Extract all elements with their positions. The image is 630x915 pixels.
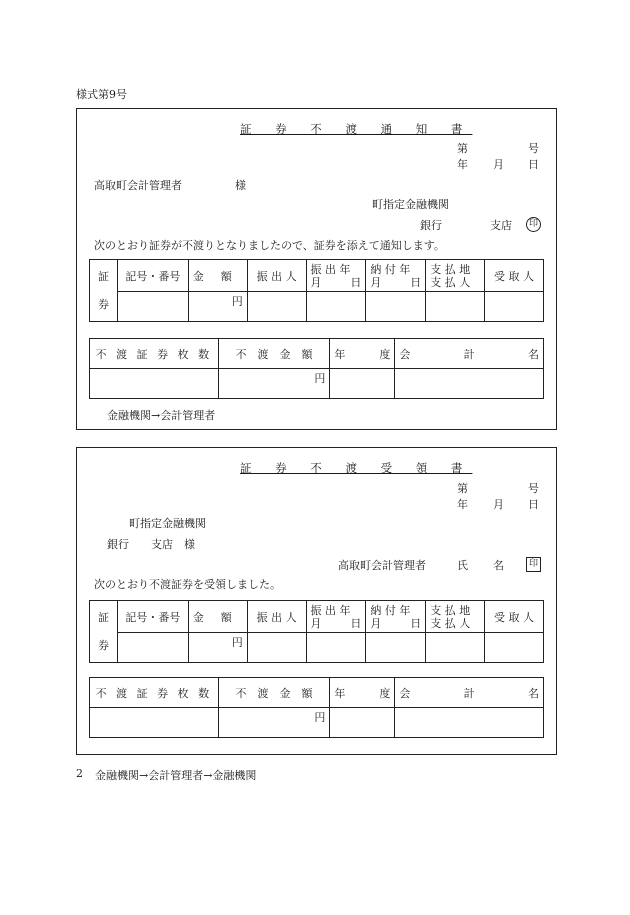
notice-col-nendo-1: 年 bbox=[334, 347, 346, 361]
notice-cell-shiharai bbox=[426, 292, 485, 322]
notice-number-go: 号 bbox=[528, 142, 539, 155]
receipt-col-maisu: 不 渡 証 券 枚 数 bbox=[90, 678, 219, 708]
notice-col-kaikei bbox=[395, 339, 544, 369]
receipt-col-fuwatari-kingaku: 不 渡 金 額 bbox=[218, 678, 330, 708]
receipt-col-furidashinin: 振 出 人 bbox=[247, 601, 306, 633]
notice-seal: 印 bbox=[526, 217, 541, 232]
receipt-cell-kigo bbox=[117, 633, 188, 663]
footer-number: 2 bbox=[76, 767, 83, 780]
receipt-cell-kingaku-yen: 円 bbox=[218, 708, 330, 738]
receipt-name-mei: 名 bbox=[493, 559, 504, 572]
notice-cell-uketorinin bbox=[485, 292, 544, 322]
notice-recipient-honorific: 様 bbox=[235, 179, 246, 192]
receipt-col-nendo-2: 度 bbox=[379, 686, 391, 700]
notice-col-nofu-top: 納 付 年 bbox=[370, 262, 411, 276]
notice-col-furidashi bbox=[306, 260, 366, 292]
receipt-col-furidashi bbox=[306, 601, 366, 633]
notice-col-fuwatari-kingaku: 不 渡 金 額 bbox=[218, 339, 330, 369]
receipt-cell-kaikei bbox=[395, 708, 544, 738]
receipt-col-shiharai-top: 支 払 地 bbox=[430, 603, 471, 617]
notice-sender: 町指定金融機関 bbox=[372, 198, 449, 211]
notice-cell-nofu bbox=[366, 292, 426, 322]
receipt-col-nofu bbox=[366, 601, 426, 633]
receipt-sender: 高取町会計管理者 bbox=[338, 559, 426, 572]
notice-cell-furidashinin bbox=[247, 292, 306, 322]
notice-col-furidashi-tsuki: 月 bbox=[310, 275, 322, 289]
receipt-number-dai: 第 bbox=[457, 482, 468, 495]
receipt-date-hi: 日 bbox=[528, 498, 539, 511]
notice-securities-table bbox=[89, 259, 544, 322]
receipt-col-shiharai-bottom: 支 払 人 bbox=[430, 616, 471, 630]
receipt-name-shi: 氏 bbox=[457, 559, 468, 572]
receipt-cell-shiharai bbox=[426, 633, 485, 663]
notice-col-kaikei-3: 名 bbox=[528, 347, 539, 361]
receipt-cell-furidashi bbox=[306, 633, 366, 663]
notice-date-tsuki: 月 bbox=[493, 158, 504, 171]
receipt-col-nofu-top: 納 付 年 bbox=[370, 603, 411, 617]
receipt-col-nofu-hi: 日 bbox=[410, 616, 422, 630]
notice-shoken-label: 証 券 bbox=[90, 260, 118, 322]
notice-col-kingaku: 金 額 bbox=[188, 260, 247, 292]
receipt-col-nofu-tsuki: 月 bbox=[370, 616, 382, 630]
notice-cell-furidashi bbox=[306, 292, 366, 322]
receipt-date-tsuki: 月 bbox=[493, 498, 504, 511]
footer-flow: 金融機関→会計管理者→金融機関 bbox=[95, 769, 257, 782]
receipt-bank-branch: 銀行 支店 様 bbox=[107, 538, 195, 551]
receipt-cell-kingaku-yen: 円 bbox=[188, 633, 247, 663]
receipt-col-kaikei-3: 名 bbox=[528, 686, 539, 700]
receipt-col-kigo: 記号・番号 bbox=[117, 601, 188, 633]
receipt-body: 次のとおり不渡証券を受領しました。 bbox=[94, 578, 281, 591]
receipt-col-uketorinin: 受 取 人 bbox=[485, 601, 544, 633]
receipt-shoken-label: 証 券 bbox=[90, 601, 118, 663]
notice-cell-nendo bbox=[330, 369, 395, 399]
notice-col-kaikei-1: 会 bbox=[399, 347, 411, 361]
receipt-cell-furidashinin bbox=[247, 633, 306, 663]
notice-flow: 金融機関→会計管理者 bbox=[107, 409, 216, 422]
notice-number-dai: 第 bbox=[457, 142, 468, 155]
notice-branch-label: 支店 bbox=[490, 219, 512, 232]
receipt-col-nendo bbox=[330, 678, 395, 708]
receipt-col-nendo-1: 年 bbox=[334, 686, 346, 700]
notice-col-furidashi-top: 振 出 年 bbox=[310, 262, 351, 276]
notice-date-hi: 日 bbox=[528, 158, 539, 171]
receipt-col-kaikei-2: 計 bbox=[463, 686, 475, 700]
notice-col-nofu bbox=[366, 260, 426, 292]
receipt-col-shiharai bbox=[426, 601, 485, 633]
notice-col-maisu: 不 渡 証 券 枚 数 bbox=[90, 339, 219, 369]
receipt-col-kingaku: 金 額 bbox=[188, 601, 247, 633]
receipt-recipient: 町指定金融機関 bbox=[129, 517, 206, 530]
notice-cell-kingaku-yen: 円 bbox=[218, 369, 330, 399]
notice-date-nen: 年 bbox=[457, 158, 468, 171]
notice-col-shiharai bbox=[426, 260, 485, 292]
notice-cell-kaikei bbox=[395, 369, 544, 399]
notice-col-shiharai-top: 支 払 地 bbox=[430, 262, 471, 276]
receipt-summary-table bbox=[89, 677, 544, 738]
receipt-col-furidashi-tsuki: 月 bbox=[310, 616, 322, 630]
receipt-col-furidashi-top: 振 出 年 bbox=[310, 603, 351, 617]
receipt-cell-uketorinin bbox=[485, 633, 544, 663]
receipt-securities-table bbox=[89, 600, 544, 663]
notice-bank-label: 銀行 bbox=[420, 219, 442, 232]
notice-body: 次のとおり証券が不渡りとなりましたので、証券を添えて通知します。 bbox=[94, 239, 445, 252]
notice-col-nofu-hi: 日 bbox=[410, 275, 422, 289]
notice-recipient: 高取町会計管理者 bbox=[94, 179, 182, 192]
notice-cell-kigo bbox=[117, 292, 188, 322]
notice-title: 証 券 不 渡 通 知 書 bbox=[240, 122, 473, 136]
receipt-cell-maisu bbox=[90, 708, 219, 738]
receipt-cell-nofu bbox=[366, 633, 426, 663]
notice-col-nendo bbox=[330, 339, 395, 369]
receipt-seal: 印 bbox=[526, 557, 541, 572]
notice-summary-table bbox=[89, 338, 544, 399]
notice-col-kigo: 記号・番号 bbox=[117, 260, 188, 292]
receipt-cell-nendo bbox=[330, 708, 395, 738]
receipt-col-kaikei-1: 会 bbox=[399, 686, 411, 700]
notice-col-nendo-2: 度 bbox=[379, 347, 391, 361]
receipt-title: 証 券 不 渡 受 領 書 bbox=[240, 461, 473, 475]
notice-col-furidashi-hi: 日 bbox=[350, 275, 362, 289]
receipt-number-go: 号 bbox=[528, 482, 539, 495]
receipt-col-furidashi-hi: 日 bbox=[350, 616, 362, 630]
notice-col-nofu-tsuki: 月 bbox=[370, 275, 382, 289]
receipt-col-kaikei bbox=[395, 678, 544, 708]
notice-cell-maisu bbox=[90, 369, 219, 399]
notice-cell-kingaku-yen: 円 bbox=[188, 292, 247, 322]
notice-col-uketorinin: 受 取 人 bbox=[485, 260, 544, 292]
receipt-date-nen: 年 bbox=[457, 498, 468, 511]
notice-col-kaikei-2: 計 bbox=[463, 347, 475, 361]
notice-col-shiharai-bottom: 支 払 人 bbox=[430, 275, 471, 289]
form-number: 様式第9号 bbox=[76, 88, 127, 101]
notice-col-furidashinin: 振 出 人 bbox=[247, 260, 306, 292]
